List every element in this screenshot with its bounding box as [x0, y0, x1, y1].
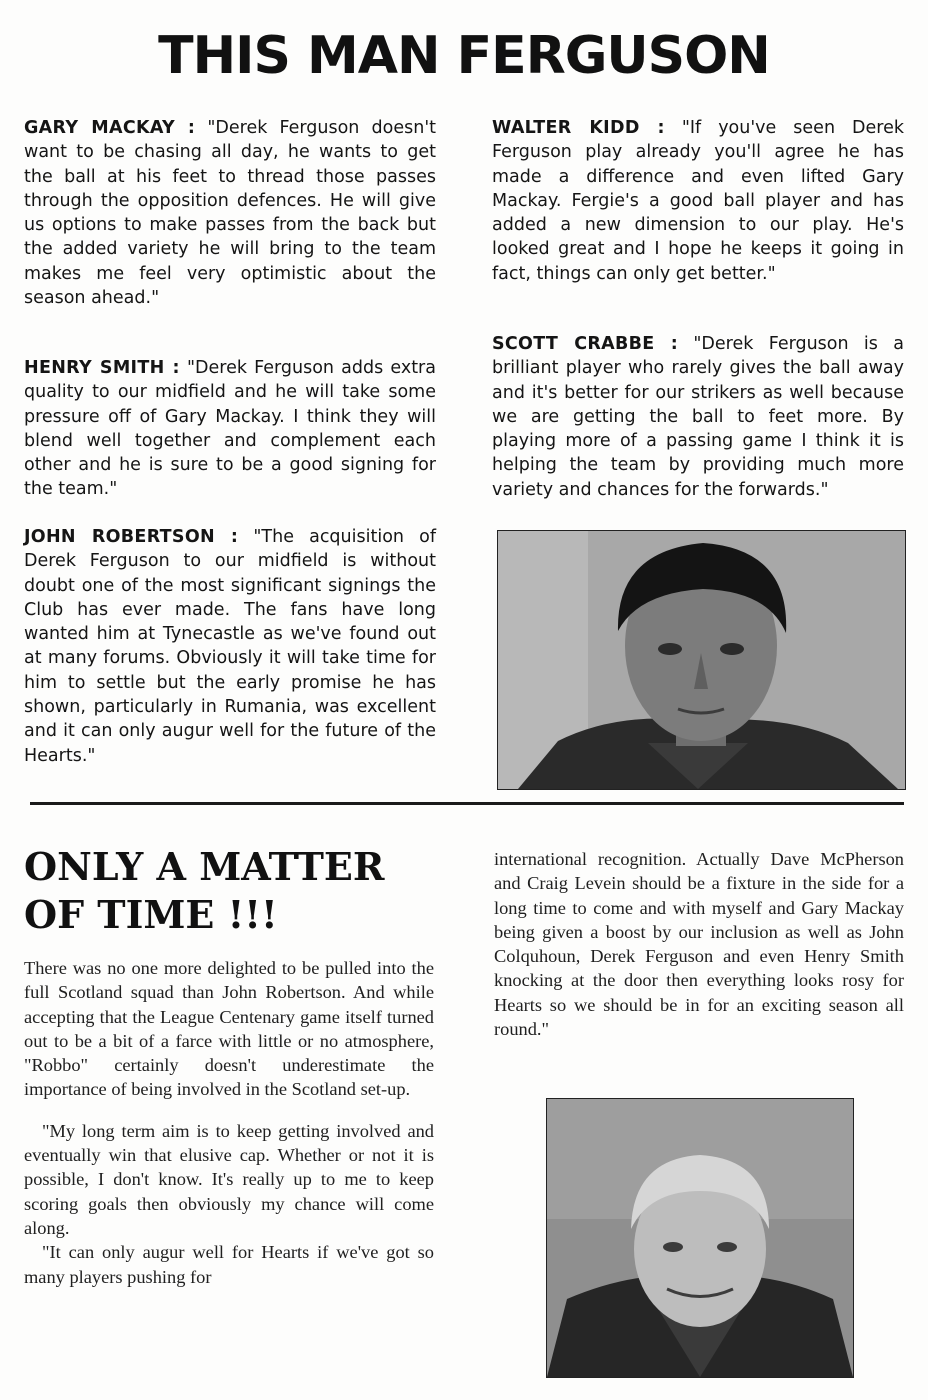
quote-speaker: GARY MACKAY :: [24, 118, 196, 138]
quote-gary-mackay: [24, 116, 436, 310]
article-paragraph: There was no one more delighted to be pulled into the full Scotland squad than John Robertson. And while accepting that the League Centenary game itself turned out to be a bit of a farce with little or no atmosphere, "Robbo" certainly doesn't underestimate the importance of being involved in the Scotland set-up.: [24, 958, 434, 1100]
quote-text: "Derek Ferguson is a brilliant player who rarely gives the ball away and it's better for our strikers as well because we are getting the ball to feet more. By playing more of a passing game I think it is helping the team by providing much more variety and chances for the forwards.": [492, 334, 904, 500]
robertson-portrait-photo: [546, 1098, 854, 1378]
quote-speaker: HENRY SMITH :: [24, 358, 180, 378]
section-divider: [30, 802, 904, 805]
quote-speaker: SCOTT CRABBE :: [492, 334, 679, 354]
quote-text: "The acquisition of Derek Ferguson to our midfield is without doubt one of the most significant signings the Club has ever made. The fans have long wanted him at Tynecastle as we've found out at many forums. Obviously it will take time for him to settle but the early promise he has shown, particularly in Rumania, was excellent and it can only augur well for the future of the Hearts.": [24, 527, 437, 766]
player-portrait-photo: [497, 530, 906, 790]
article-paragraph: international recognition. Actually Dave McPherson and Craig Levein should be a fixture in the side for a long time to come and with myself and Gary Mackay being given a boost by our inclusion as well as John Colquhoun, Derek Ferguson and even Henry Smith knocking at the door then everything looks rosy for Hearts so we should be in for an exciting season all round.": [494, 849, 904, 1040]
quote-text: "If you've seen Derek Ferguson play already you'll agree he has made a difference and even lifted Gary Mackay. Fergie's a good ball player and has added a new dimension to our play. He's looked great and I hope he keeps it going in fact, things can only get better.": [492, 118, 904, 284]
article-title: ONLY A MATTER OF TIME !!!: [24, 844, 385, 937]
portrait-illustration: [498, 531, 905, 789]
page-headline: THIS MAN FERGUSON: [158, 26, 770, 86]
quote-henry-smith: [24, 356, 436, 502]
quote-speaker: WALTER KIDD :: [492, 118, 665, 138]
article-column-left: [24, 956, 434, 1289]
quote-text: "Derek Ferguson doesn't want to be chasing all day, he wants to get the ball at his feet to thread those passes through the opposition defences. He will give us options to make passes from the back but the added variety he will bring to the team makes me feel very optimistic about the season ahead.": [24, 118, 436, 309]
quote-scott-crabbe: [492, 332, 904, 502]
portrait-illustration: [547, 1099, 853, 1377]
article-column-right: [494, 847, 904, 1041]
quote-text: "Derek Ferguson adds extra quality to our midfield and he will take some pressure off of Gary Mackay. I think they will blend well together and complement each other and he is sure to be a good signing for the team.": [24, 358, 436, 500]
quote-speaker: JOHN ROBERTSON :: [24, 527, 239, 547]
article-paragraph: "It can only augur well for Hearts if we've got so many players pushing for: [24, 1242, 434, 1287]
quote-walter-kidd: [492, 116, 904, 286]
article-paragraph: "My long term aim is to keep getting involved and eventually win that elusive cap. Whether or not it is possible, I don't know. It's really up to me to keep scoring goals then obviously my chance will come along.: [24, 1120, 434, 1238]
quote-john-robertson: [24, 525, 436, 768]
